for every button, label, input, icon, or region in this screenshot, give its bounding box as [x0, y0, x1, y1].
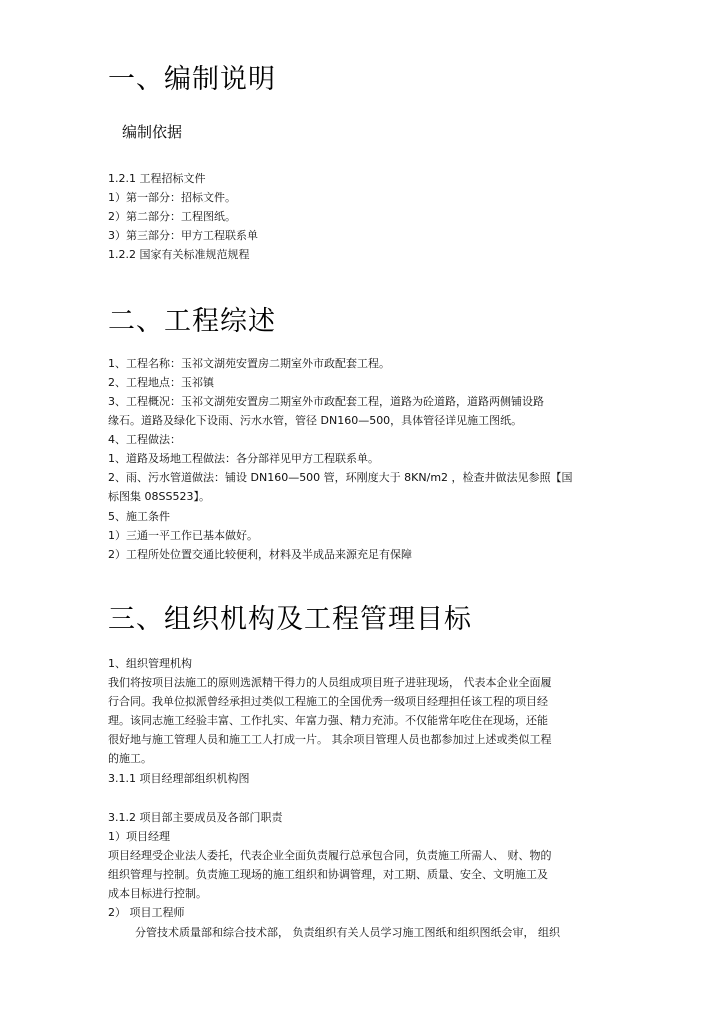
section-2-heading: 二、工程综述: [108, 306, 276, 337]
text-line: 成本目标进行控制。: [108, 887, 207, 900]
text-line: 组织管理与控制。负责施工现场的施工组织和协调管理，对工期、质量、安全、文明施工及: [108, 868, 548, 881]
text-line: 2）第二部分：工程图纸。: [108, 210, 236, 223]
text-line: 1）第一部分：招标文件。: [108, 191, 236, 204]
text-line: 1）项目经理: [108, 830, 170, 843]
text-line: 我们将按项目法施工的原则选派精干得力的人员组成项目班子进驻现场， 代表本企业全面履: [108, 676, 552, 689]
text-line: 1.2.1 工程招标文件: [108, 172, 206, 185]
text-line: 的施工。: [108, 752, 152, 765]
text-line: 2）工程所处位置交通比较便利，材料及半成品来源充足有保障: [108, 548, 412, 561]
text-line: 项目经理受企业法人委托，代表企业全面负责履行总承包合同，负责施工所需人、 财、物的: [108, 849, 552, 862]
text-line: 2、雨、污水管道做法：铺设 DN160—500 管，环刚度大于 8KN/m2 ，检查井做法见参照【国: [108, 471, 573, 484]
text-line: 5、施工条件: [108, 510, 170, 523]
text-line: 1.2.2 国家有关标准规范规程: [108, 248, 250, 261]
section-3-heading: 三、组织机构及工程管理目标: [108, 604, 472, 635]
text-line: 3、工程概况：玉祁文湖苑安置房二期室外市政配套工程，道路为砼道路，道路两侧铺设路: [108, 395, 544, 408]
text-line: 1、道路及场地工程做法：各分部祥见甲方工程联系单。: [108, 452, 379, 465]
text-line: 3）第三部分：甲方工程联系单: [108, 229, 258, 242]
text-line: 行合同。我单位拟派曾经承担过类似工程施工的全国优秀一级项目经理担任该工程的项目经: [108, 695, 548, 708]
text-line: 2） 项目工程师: [108, 906, 185, 919]
text-line: 3.1.2 项目部主要成员及各部门职责: [108, 811, 283, 824]
text-line: 标图集 08SS523】。: [108, 490, 210, 503]
text-line: 理。该同志施工经验丰富、工作扎实、年富力强、精力充沛。不仅能常年吃住在现场，还能: [108, 714, 548, 727]
text-line: 1）三通一平工作已基本做好。: [108, 529, 258, 542]
section-1-subheading: 编制依据: [122, 123, 183, 141]
text-line: 很好地与施工管理人员和施工工人打成一片。 其余项目管理人员也都参加过上述或类似工程: [108, 733, 552, 746]
section-1-heading: 一、编制说明: [108, 64, 276, 95]
text-line: 3.1.1 项目经理部组织机构图: [108, 772, 250, 785]
text-line: 缘石。道路及绿化下设雨、污水水管，管径 DN160—500，具体管径详见施工图纸。: [108, 414, 523, 427]
text-line: 2、工程地点：玉祁镇: [108, 376, 214, 389]
text-line: 1、组织管理机构: [108, 657, 192, 670]
text-line: 分管技术质量部和综合技术部， 负责组织有关人员学习施工图纸和组织图纸会审， 组织: [135, 926, 560, 939]
text-line: 1、工程名称：玉祁文湖苑安置房二期室外市政配套工程。: [108, 357, 390, 370]
text-line: 4、工程做法：: [108, 433, 181, 446]
